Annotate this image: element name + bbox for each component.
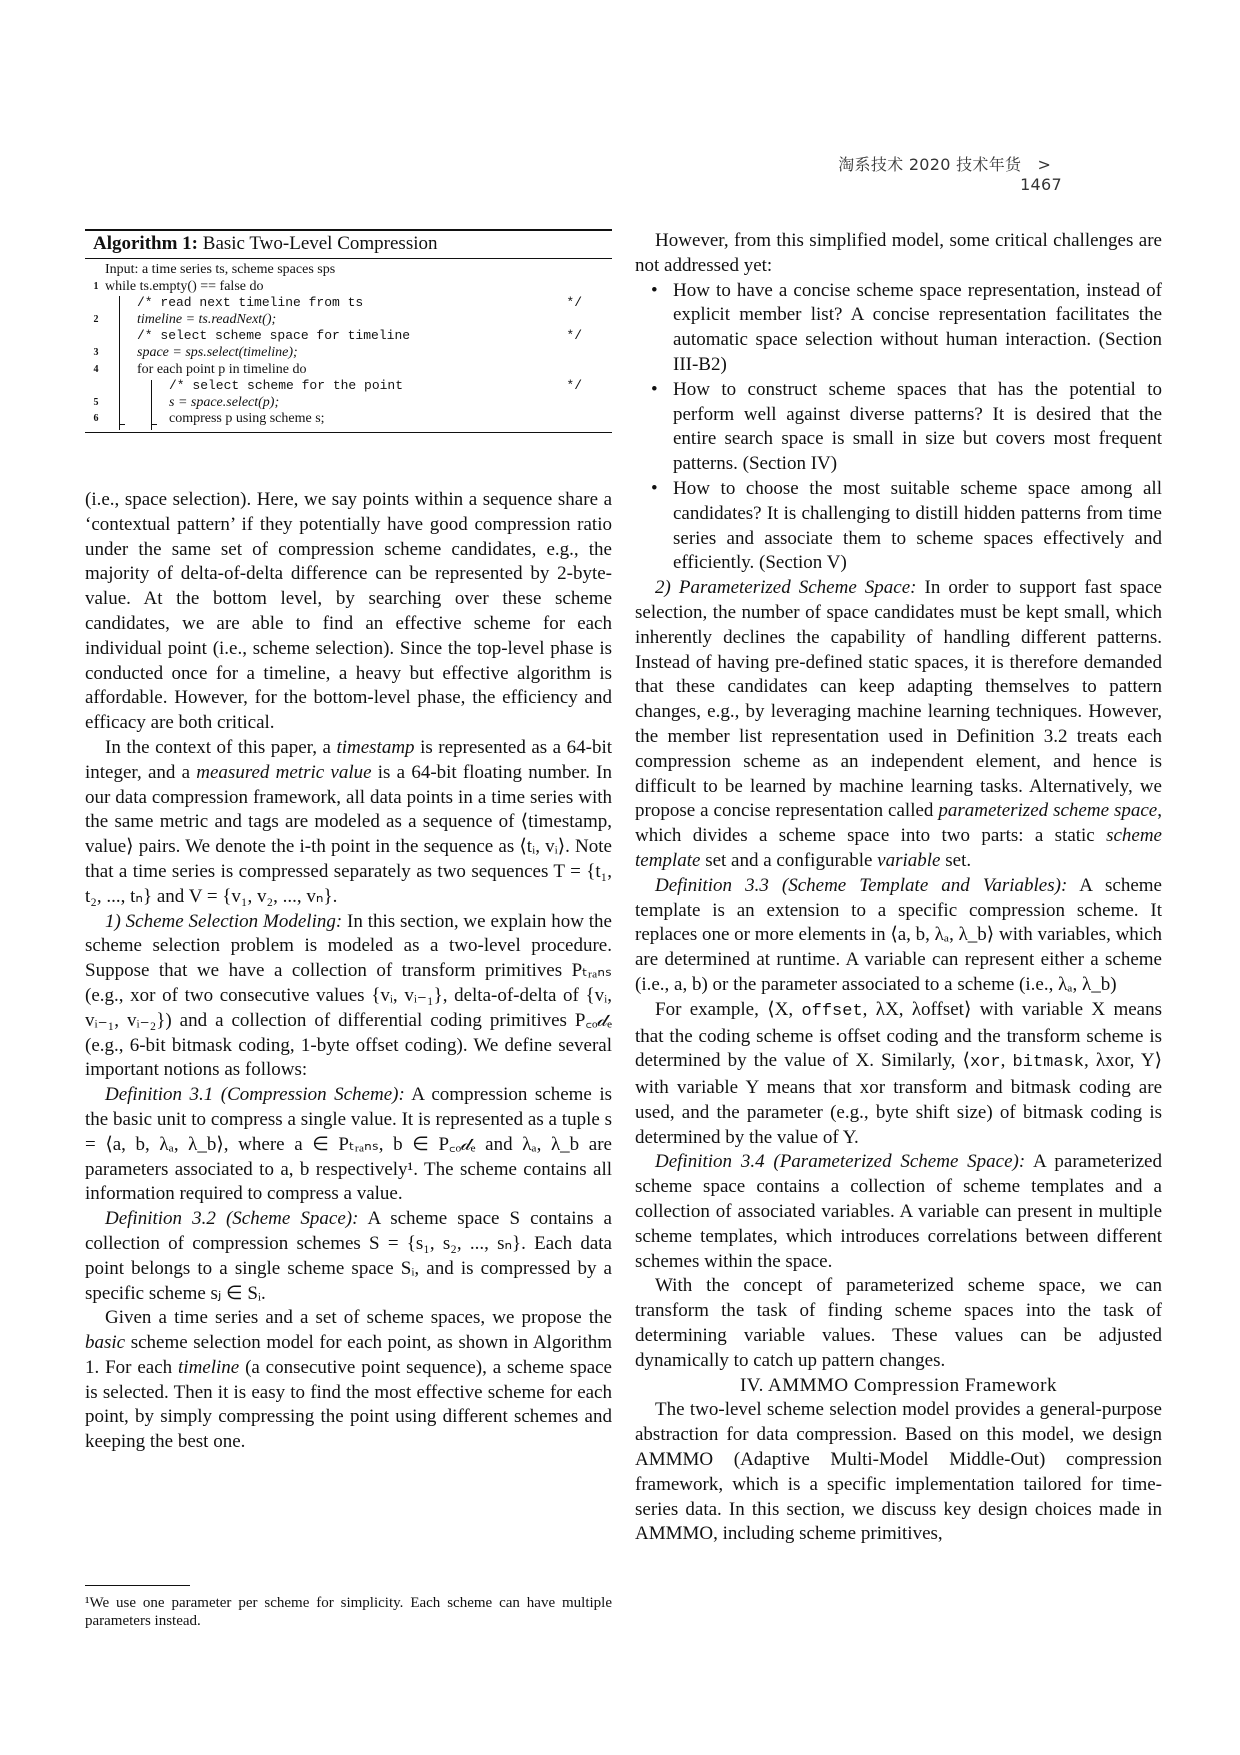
algorithm-body xyxy=(85,259,612,432)
definition: Definition 3.1 (Compression Scheme): A compression scheme is the basic unit to compress a single value. It is represented as a tuple s = ⟨a, b, λₐ, λ_b⟩, where a ∈ Pₜᵣₐₙₛ, b ∈ P꜀ₒ𝒹ₑ and λₐ, λ_b are parameters associated to a, b respectively¹. The scheme contains all information required to compress a value. xyxy=(85,1084,612,1205)
paragraph: 1) Scheme Selection Modeling: In this section, we explain how the scheme selection problem is modeled as a two-level procedure. Suppose that we have a collection of transform primitives Pₜᵣₐₙₛ (e.g., xor of two consecutive values {vᵢ, vᵢ₋₁}, delta-of-delta of {vᵢ, vᵢ₋₁, vᵢ₋₂}) and a collection of differential coding primitives P꜀ₒ𝒹ₑ (e.g., 6-bit bitmask coding, 1-byte offset coding). We define several important notions as follows: xyxy=(85,910,612,1081)
paragraph: 2) Parameterized Scheme Space: In order to support fast space selection, the number of space candidates must be kept small, which inherently declines the capability of handling different patterns. Instead of having pre-defined static spaces, it is therefore demanded that these candidates can keep adapting themselves to pattern changes, e.g., by leveraging machine learning techniques. However, the member list representation used in Definition 3.2 treats each compression scheme as an independent element, and hence is difficult to be learned by machine learning tasks. Alternatively, we propose a concise representation called parameterized scheme space, which divides a scheme space into two parts: a static scheme template set and a configurable variable set. xyxy=(635,577,1162,871)
right-column xyxy=(635,229,1162,1547)
subsection-heading: 2) Parameterized Scheme Space: xyxy=(655,577,917,599)
algorithm-comment: /* select scheme space for timeline */ xyxy=(137,328,582,344)
algorithm-title xyxy=(85,231,612,259)
algorithm-line: 1 while ts.empty() == false do xyxy=(93,278,264,294)
paragraph: With the concept of parameterized scheme space, we can transform the task of finding scheme spaces into the task of determining variable values. These values can be adjusted dynamically to catch up pattern changes. xyxy=(635,1275,1162,1371)
paragraph: However, from this simplified model, some critical challenges are not addressed yet: xyxy=(635,230,1162,276)
subsection-heading: 1) Scheme Selection Modeling: xyxy=(105,910,343,932)
block-bar-end xyxy=(151,424,157,425)
algorithm-comment: /* read next timeline from ts */ xyxy=(137,295,582,311)
block-bar xyxy=(151,380,152,430)
definition-heading: Definition 3.2 (Scheme Space): xyxy=(105,1208,359,1230)
footnote: ¹We use one parameter per scheme for simplicity. Each scheme can have multiple parameters instead. xyxy=(85,1595,612,1629)
page-header xyxy=(800,152,1062,194)
block-bar xyxy=(119,296,120,430)
algorithm-comment: /* select scheme for the point */ xyxy=(169,378,582,394)
algorithm-name: Basic Two-Level Compression xyxy=(202,233,438,254)
book-title: 淘系技术 2020 技术年货 xyxy=(838,155,1022,174)
paragraph: (i.e., space selection). Here, we say points within a sequence share a ‘contextual pattern’ if they potentially have good compression ratio under the same set of compression scheme candidates, e.g., the majority of delta-of-delta difference can be represented by 2-byte-value. At the bottom level, by searching over these scheme candidates, we are able to find an effective scheme for each individual point (i.e., scheme selection). Since the top-level phase is conducted once for a timeline, a heavy but effective algorithm is affordable. However, for the bottom-level phase, the efficiency and efficacy are both critical. xyxy=(85,489,612,734)
algorithm-line: 3 space = sps.select(timeline); xyxy=(93,344,298,360)
left-column xyxy=(85,488,612,1455)
algorithm-label: Algorithm 1: xyxy=(93,233,199,254)
definition-heading: Definition 3.1 (Compression Scheme): xyxy=(105,1084,405,1106)
algorithm-line: 2 timeline = ts.readNext(); xyxy=(93,311,277,327)
algorithm-line: 5 s = space.select(p); xyxy=(93,394,280,410)
section-heading: IV. AMMMO Compression Framework xyxy=(739,1374,1058,1396)
paragraph: In the context of this paper, a timestamp is represented as a 64-bit integer, and a measured metric value is a 64-bit floating number. In our data compression framework, all data points in a time series with the same metric and tags are modeled as a sequence of ⟨timestamp, value⟩ pairs. We denote the i-th point in the sequence as ⟨tᵢ, vᵢ⟩. Note that a time series is compressed separately as two sequences T = {t₁, t₂, ..., tₙ} and V = {v₁, v₂, ..., vₙ}. xyxy=(85,736,613,907)
paragraph: For example, ⟨X, offset, λX, λoffset⟩ with variable X means that the coding scheme is offset coding and the transform scheme is determined by the value of X. Similarly, ⟨xor, bitmask, λxor, Y⟩ with variable Y means that xor transform and bitmask coding are used, and the parameter (e.g., byte shift size) of bitmask coding is determined by the value of Y. xyxy=(635,998,1162,1148)
challenge-list xyxy=(635,279,1162,577)
definition: Definition 3.2 (Scheme Space): A scheme space S contains a collection of compression schemes S = {s₁, s₂, ..., sₙ}. Each data point belongs to a single scheme space Sᵢ, and is compressed by a specific scheme sⱼ ∈ Sᵢ. xyxy=(85,1208,612,1304)
algorithm-box xyxy=(85,229,612,433)
paragraph: Given a time series and a set of scheme spaces, we propose the basic scheme selection model for each point, as shown in Algorithm 1. For each timeline (a consecutive point sequence), a scheme space is selected. Then it is easy to find the most effective scheme for each point, by simply compressing the point using different schemes and keeping the best one. xyxy=(85,1307,612,1453)
algorithm-line: 4 for each point p in timeline do xyxy=(93,361,307,377)
definition-heading: Definition 3.4 (Parameterized Scheme Space): xyxy=(655,1151,1026,1173)
algorithm-input: Input: a time series ts, scheme spaces sps xyxy=(105,262,336,277)
block-bar-end xyxy=(119,424,125,425)
definition-heading: Definition 3.3 (Scheme Template and Variables): xyxy=(655,874,1068,896)
paragraph: The two-level scheme selection model provides a general-purpose abstraction for data compression. Based on this model, we design AMMMO (Adaptive Multi-Model Middle-Out) compression framework, which is a specific implementation tailored for time-series data. In this section, we discuss key design choices made in AMMMO, including scheme primitives, xyxy=(635,1399,1162,1545)
header-separator: > xyxy=(1037,155,1052,174)
definition: Definition 3.3 (Scheme Template and Variables): A scheme template is an extension to a specific compression scheme. It replaces one or more elements in ⟨a, b, λₐ, λ_b⟩ with variables, which are determined at runtime. A variable can represent either a scheme (i.e., a, b) or the parameter associated to a scheme (i.e., λₐ, λ_b) xyxy=(635,874,1163,995)
list-item: • How to choose the most suitable scheme space among all candidates? It is challenging to distill hidden patterns from time series and associate them to scheme spaces effectively and efficiently. (Section V) xyxy=(673,477,1162,576)
list-item: • How to have a concise scheme space representation, instead of explicit member list? A concise representation facilitates the automatic space selection without human interaction. (Section III-B2) xyxy=(673,279,1162,378)
list-item: • How to construct scheme spaces that has the potential to perform well against diverse patterns? It is desired that the entire search space is small in size but covers most frequent patterns. (Section IV) xyxy=(673,378,1162,477)
algorithm-line: 6 compress p using scheme s; xyxy=(93,411,325,427)
page-number: 1467 xyxy=(1020,175,1062,194)
footnote-rule xyxy=(85,1585,190,1586)
definition: Definition 3.4 (Parameterized Scheme Space): A parameterized scheme space contains a collection of scheme templates and a collection of associated variables. A variable can present in multiple scheme templates, which introduces correlations between different schemes within the space. xyxy=(635,1151,1162,1272)
